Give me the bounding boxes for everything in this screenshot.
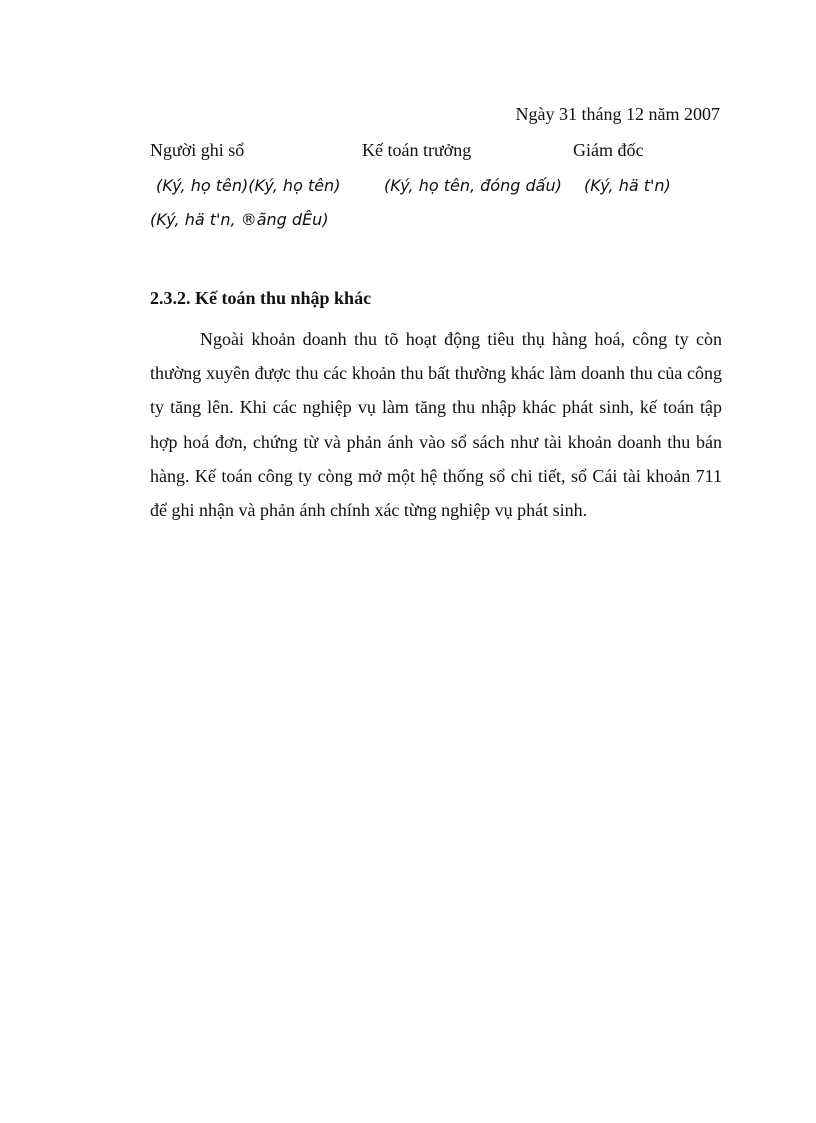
section-paragraph: Ngoài khoản doanh thu tõ hoạt động tiêu thụ hàng hoá, công ty còn thường xuyên được thu các khoản thu bất thường khác làm doanh thu của công ty tăng lên. Khi các nghiệp vụ làm tăng thu nhập khác phát sinh, kế toán tập hợp hoá đơn, chứng từ và phản ánh vào sổ sách như tài khoản doanh thu bán hàng. Kế toán công ty còng mở một hệ thống sổ chi tiết, sổ Cái tài khoản 711 để ghi nhận và phản ánh chính xác từng nghiệp vụ phát sinh. [150, 329, 722, 521]
signer-title-recorder: Người ghi sổ [150, 140, 245, 160]
signature-note-stamp: (Ký, hä t'n, ®ãng dÊu) [150, 210, 329, 229]
signer-title-director: Giám đốc [573, 140, 644, 160]
signature-note-chief-accountant: (Ký, họ tên, đóng dấu) [384, 176, 562, 195]
section-heading: 2.3.2. Kế toán thu nhập khác [150, 288, 372, 308]
date-line: Ngày 31 tháng 12 năm 2007 [515, 104, 720, 124]
signer-title-chief-accountant: Kế toán trưởng [362, 140, 472, 160]
signature-note-director: (Ký, hä t'n) [584, 176, 671, 195]
signature-note-recorder: (Ký, họ tên)(Ký, họ tên) [156, 176, 341, 195]
